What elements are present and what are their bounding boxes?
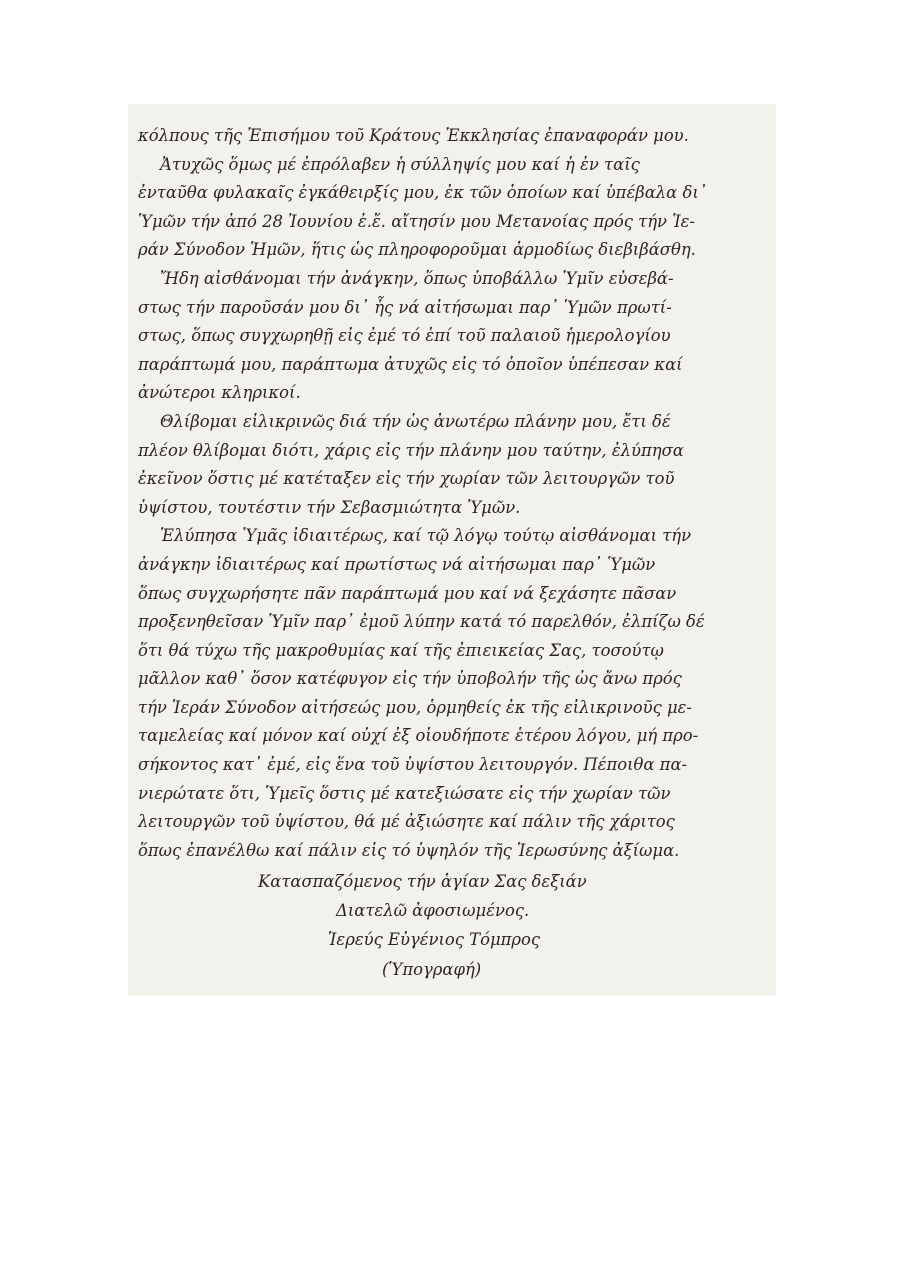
letter-line: ἐκεῖνον ὅστις μέ κατέταξεν εἰς τήν χωρίαν τῶν λειτουργῶν τοῦ <box>138 469 675 489</box>
paragraph-start: Ἤδη αἰσθάνομαι τήν ἀνάγκην, ὅπως ὑποβάλλω Ὑμῖν εὐσεβά- <box>160 268 674 288</box>
letter-line: ὅπως ἐπανέλθω καί πάλιν εἰς τό ὑψηλόν τῆς Ἱερωσύνης ἀξίωμα. <box>138 840 680 860</box>
letter-line: σήκοντος κατ᾽ ἐμέ, εἰς ἕνα τοῦ ὑψίστου λειτουργόν. Πέποιθα πα- <box>138 755 688 775</box>
letter-line: λειτουργῶν τοῦ ὑψίστου, θά μέ ἀξιώσητε καί πάλιν τῆς χάριτος <box>138 812 675 832</box>
letter-line: ράν Σύνοδον Ἡμῶν, ἥτις ὡς πληροφοροῦμαι ἀρμοδίως διεβιβάσθη. <box>138 240 696 260</box>
letter-line: παράπτωμά μου, παράπτωμα ἀτυχῶς εἰς τό ὁποῖον ὑπέπεσαν καί <box>138 354 683 374</box>
letter-line: στως τήν παροῦσάν μου δι᾽ ἧς νά αἰτήσωμαι παρ᾽ Ὑμῶν πρωτί- <box>138 297 672 317</box>
letter-body <box>138 122 770 865</box>
paragraph-start: Θλίβομαι εἰλικρινῶς διά τήν ὡς ἀνωτέρω πλάνην μου, ἔτι δέ <box>160 411 671 431</box>
paragraph-start: Ἐλύπησα Ὑμᾶς ἰδιαιτέρως, καί τῷ λόγῳ τούτῳ αἰσθάνομαι τήν <box>160 526 692 546</box>
letter-line: ὅπως συγχωρήσητε πᾶν παράπτωμά μου καί νά ξεχάσητε πᾶσαν <box>138 583 677 603</box>
letter-line: ὑψίστου, τουτέστιν τήν Σεβασμιώτητα Ὑμῶν. <box>138 497 521 517</box>
letter-line: νιερώτατε ὅτι, Ὑμεῖς ὅστις μέ κατεξιώσατε εἰς τήν χωρίαν τῶν <box>138 783 671 803</box>
letter-line: ὅτι θά τύχω τῆς μακροθυμίας καί τῆς ἐπιεικείας Σας, τοσούτῳ <box>138 640 664 660</box>
letter-line: προξενηθεῖσαν Ὑμῖν παρ᾽ ἐμοῦ λύπην κατά τό παρελθόν, ἐλπίζω δέ <box>138 612 705 632</box>
paragraph-start: Ἀτυχῶς ὅμως μέ ἐπρόλαβεν ἡ σύλληψίς μου καί ἡ ἐν ταῖς <box>160 154 640 174</box>
signatory-name: Ἱερεύς Εὐγένιος Τόμπρος <box>328 930 541 949</box>
letter-line: στως, ὅπως συγχωρηθῇ εἰς ἐμέ τό ἐπί τοῦ παλαιοῦ ἡμερολογίου <box>138 326 671 346</box>
letter-line: ταμελείας καί μόνον καί οὐχί ἐξ οἱουδήποτε ἑτέρου λόγου, μή προ- <box>138 726 699 746</box>
letter-line: ἀνώτεροι κληρικοί. <box>138 383 301 403</box>
letter-line: κόλπους τῆς Ἐπισήμου τοῦ Κράτους Ἐκκλησίας ἐπαναφοράν μου. <box>138 126 689 145</box>
letter-line: πλέον θλίβομαι διότι, χάρις εἰς τήν πλάνην μου ταύτην, ἐλύπησα <box>138 440 684 460</box>
letter-line: ἀνάγκην ἰδιαιτέρως καί πρωτίστως νά αἰτήσωμαι παρ᾽ Ὑμῶν <box>138 554 656 574</box>
letter-line: τήν Ἱεράν Σύνοδον αἰτήσεώς μου, ὁρμηθείς ἐκ τῆς εἰλικρινοῦς με- <box>138 697 692 717</box>
closing-remain: Διατελῶ ἀφοσιωμένος. <box>336 901 530 920</box>
letter-line: Ὑμῶν τήν ἀπό 28 Ἰουνίου ἐ.ἔ. αἴτησίν μου Μετανοίας πρός τήν Ἱε- <box>138 211 695 231</box>
letter-line: ἐνταῦθα φυλακαῖς ἐγκάθειρξίς μου, ἐκ τῶν ὁποίων καί ὑπέβαλα δι᾽ <box>138 183 707 203</box>
signature-note: (Ὑπογραφή) <box>382 960 482 979</box>
letter-line: μᾶλλον καθ᾽ ὅσον κατέφυγον εἰς τήν ὑποβολήν τῆς ὡς ἄνω πρός <box>138 669 682 689</box>
closing-salutation: Κατασπαζόμενος τήν ἁγίαν Σας δεξιάν <box>258 872 587 891</box>
